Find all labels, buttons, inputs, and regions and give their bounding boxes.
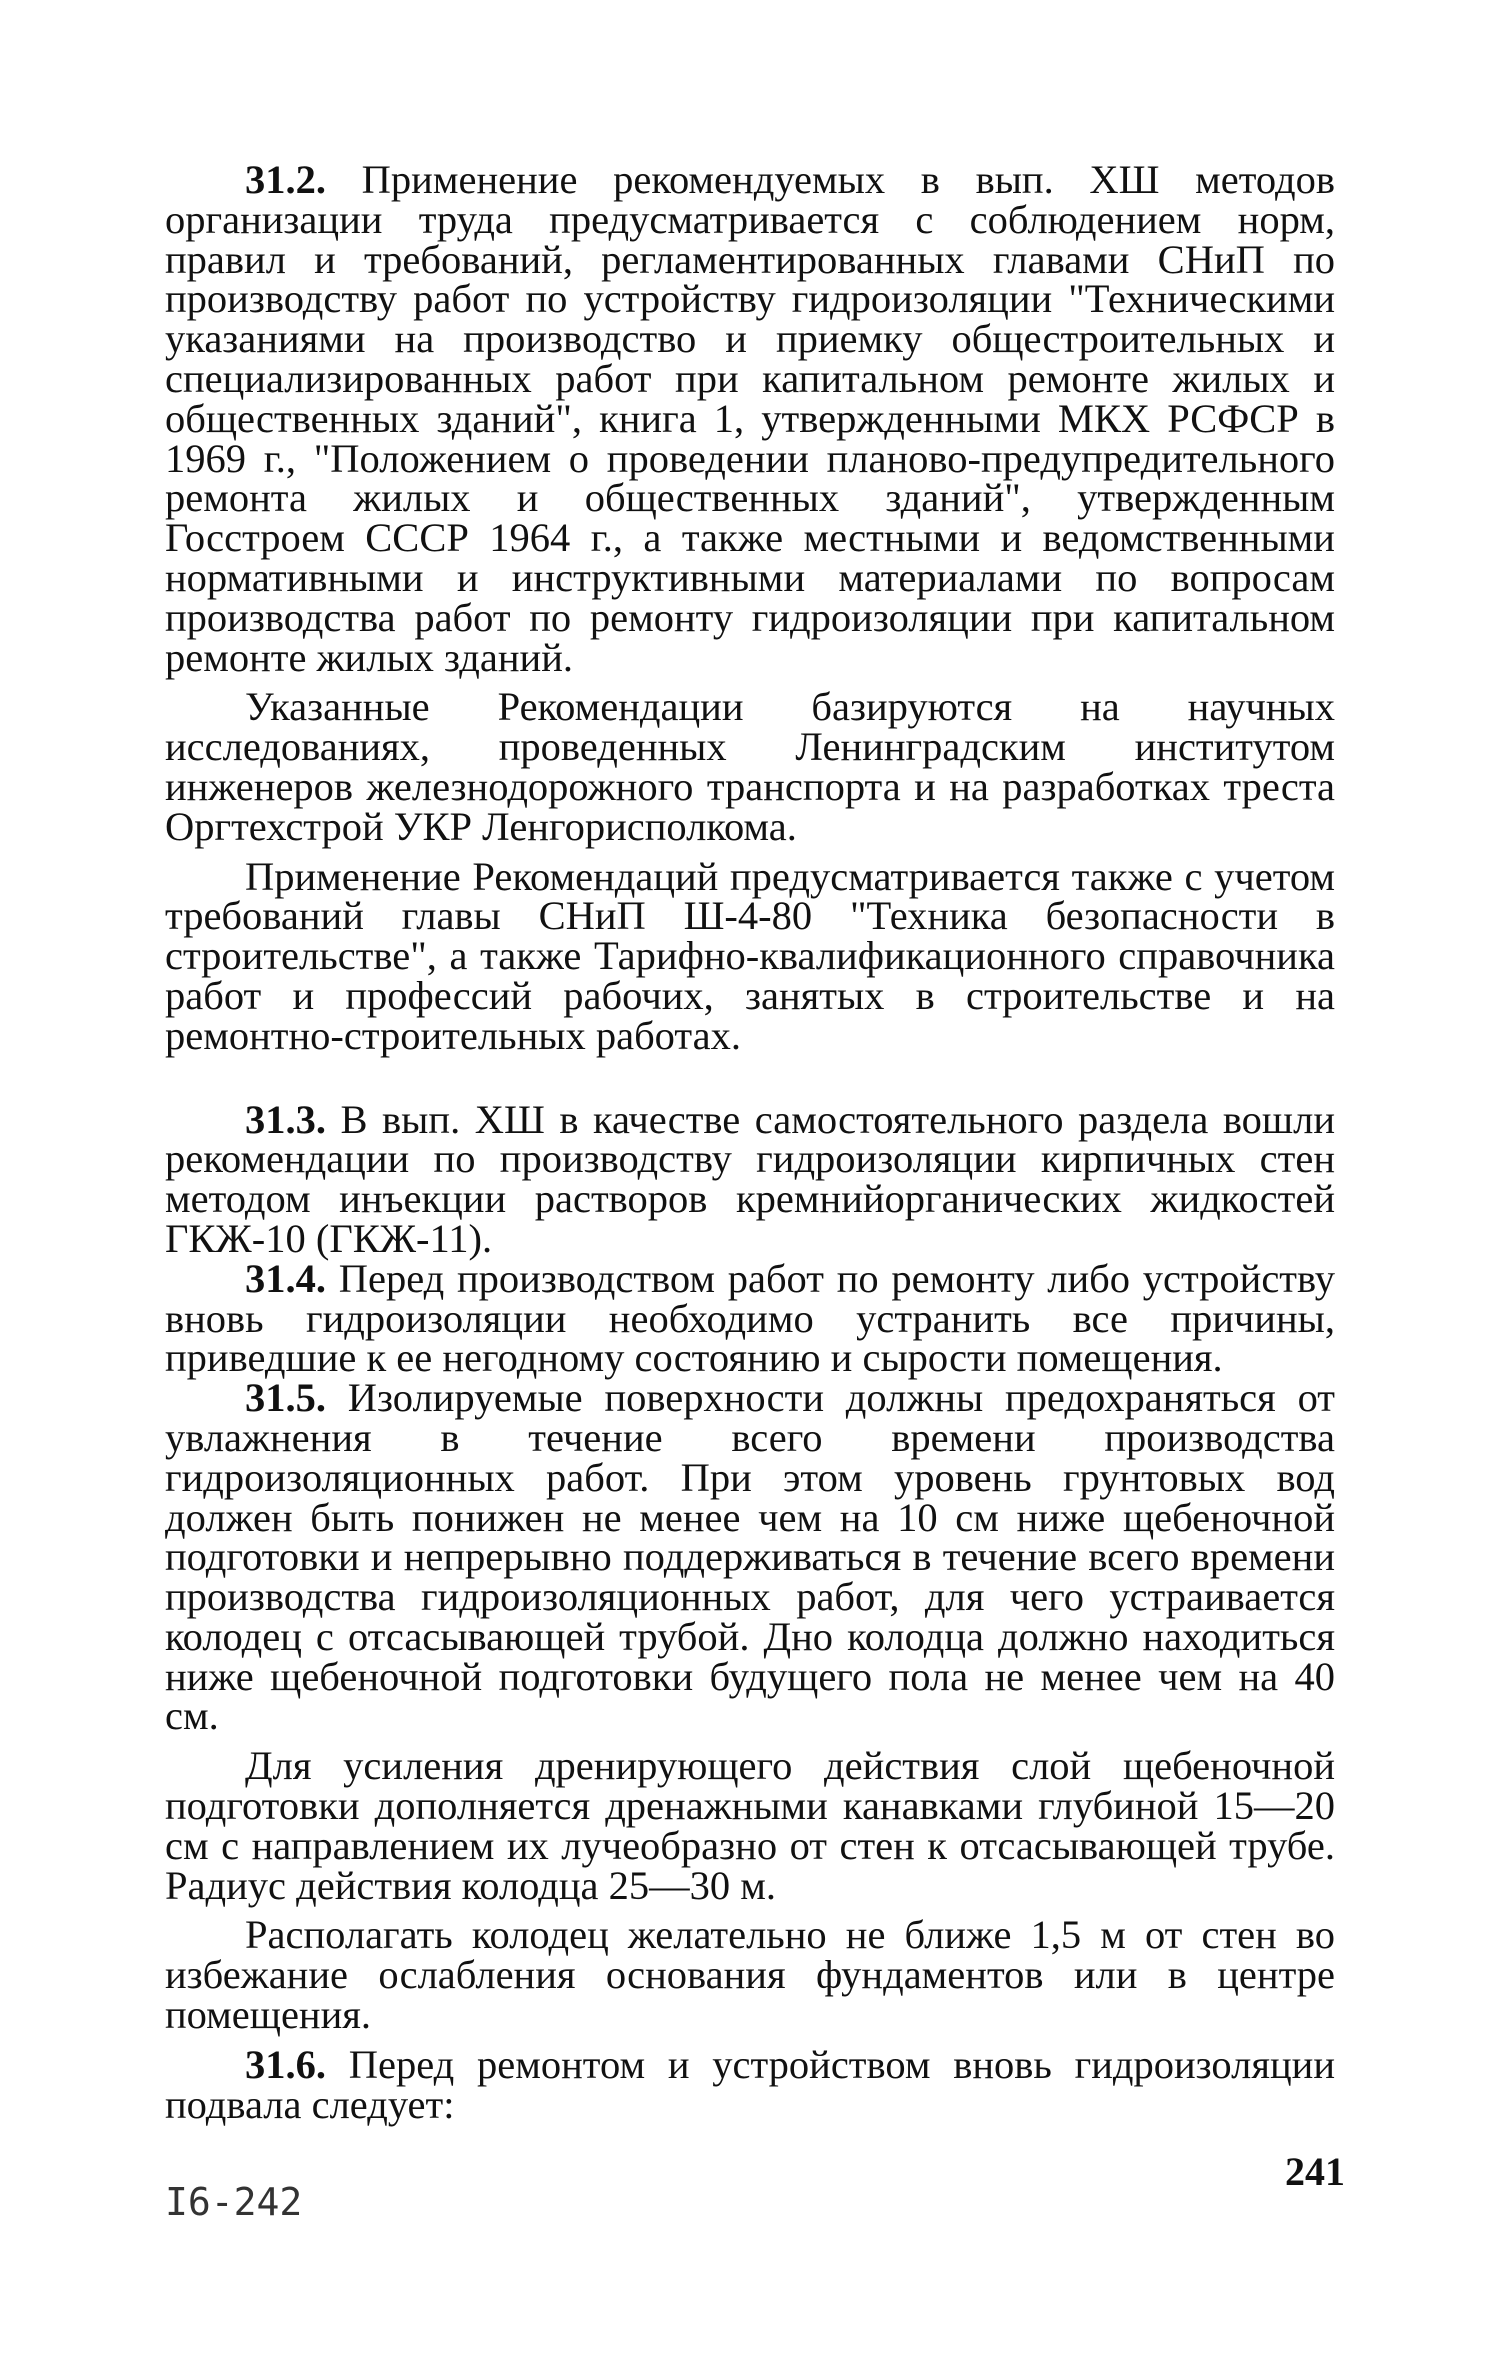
page-number: 241: [1285, 2149, 1345, 2194]
paragraph-31-2: [165, 157, 1335, 680]
section-number: 31.2.: [245, 157, 326, 202]
paragraph-safety-requirements: [165, 853, 1335, 1058]
section-number: 31.6.: [245, 2041, 326, 2087]
paragraph-text: Изолируемые поверхности должны предохраняться от увлажнения в течение всего времени производства гидроизоляционных работ. При этом уровень грунтовых вод должен быть понижен не менее чем на 10 см ниже щебеночной подготовки и непрерывно поддерживаться в течение всего времени производства гидроизоляционных работ, для чего устраивается колодец с отсасывающей трубой. Дно колодца должно находиться ниже щебеночной подготовки будущего пола не менее чем на 40 см.: [165, 1375, 1335, 1739]
paragraph-31-4: [165, 1255, 1335, 1381]
paragraph-text: Для усиления дренирующего действия слой щебеночной подготовки дополняется дренажными канавками глубиной 15—20 см с направлением их лучеобразно от стен к отсасывающей трубе. Радиус действия колодца 25—30 м.: [165, 1743, 1335, 1908]
paragraph-31-3: [165, 1096, 1335, 1261]
paragraph-text: Располагать колодец желательно не ближе 1,5 м от стен во избежание ослабления основания фундаментов или в центре помещения.: [165, 1912, 1335, 2038]
section-number: 31.3.: [245, 1096, 326, 1142]
paragraph-31-5: [165, 1375, 1335, 1739]
paragraph-text: В вып. ХШ в качестве самостоятельного раздела вошли рекомендации по производству гидроизоляции кирпичных стен методом инъекции растворов кремнийорганических жидкостей ГКЖ-10 (ГКЖ-11).: [165, 1096, 1335, 1261]
section-number: 31.4.: [245, 1255, 326, 1301]
paragraph-drainage: [165, 1743, 1335, 1908]
paragraph-recommendations-basis: [165, 684, 1335, 849]
paragraph-text: Применение Рекомендаций предусматривается также с учетом требований главы СНиП Ш-4-80 "Техника безопасности в строительстве", а также Тарифно-квалификационного справочника работ и профессий рабочих, занятых в строительстве и на ремонтно-строительных работах.: [165, 853, 1335, 1058]
paragraph-text: Перед ремонтом и устройством вновь гидроизоляции подвала следует:: [165, 2041, 1335, 2127]
paragraph-text: Применение рекомендуемых в вып. ХШ методов организации труда предусматривается с соблюдением норм, правил и требований, регламентированных главами СНиП по производству работ по устройству гидроизоляции "Техническими указаниями на производство и приемку общестроительных и специализированных работ при капитальном ремонте жилых и общественных зданий", книга 1, утвержденными МКХ РСФСР в 1969 г., "Положением о проведении планово-предупредительного ремонта жилых и общественных зданий", утвержденным Госстроем СССР 1964 г., а также местными и ведомственными нормативными и инструктивными материалами по вопросам производства работ по ремонту гидроизоляции при капитальном ремонте жилых зданий.: [165, 157, 1335, 680]
paragraph-31-6: [165, 2041, 1335, 2127]
paragraph-well-placement: [165, 1912, 1335, 2038]
sheet-signature: I6-242: [165, 2180, 303, 2224]
section-number: 31.5.: [245, 1375, 326, 1421]
paragraph-text: Указанные Рекомендации базируются на научных исследованиях, проведенных Ленинградским институтом инженеров железнодорожного транспорта и на разработках треста Оргтехстрой УКР Ленгорисполкома.: [165, 684, 1335, 849]
paragraph-text: Перед производством работ по ремонту либо устройству вновь гидроизоляции необходимо устранить все причины, приведшие к ее негодному состоянию и сырости помещения.: [165, 1255, 1335, 1381]
page-body: [165, 157, 1335, 2127]
